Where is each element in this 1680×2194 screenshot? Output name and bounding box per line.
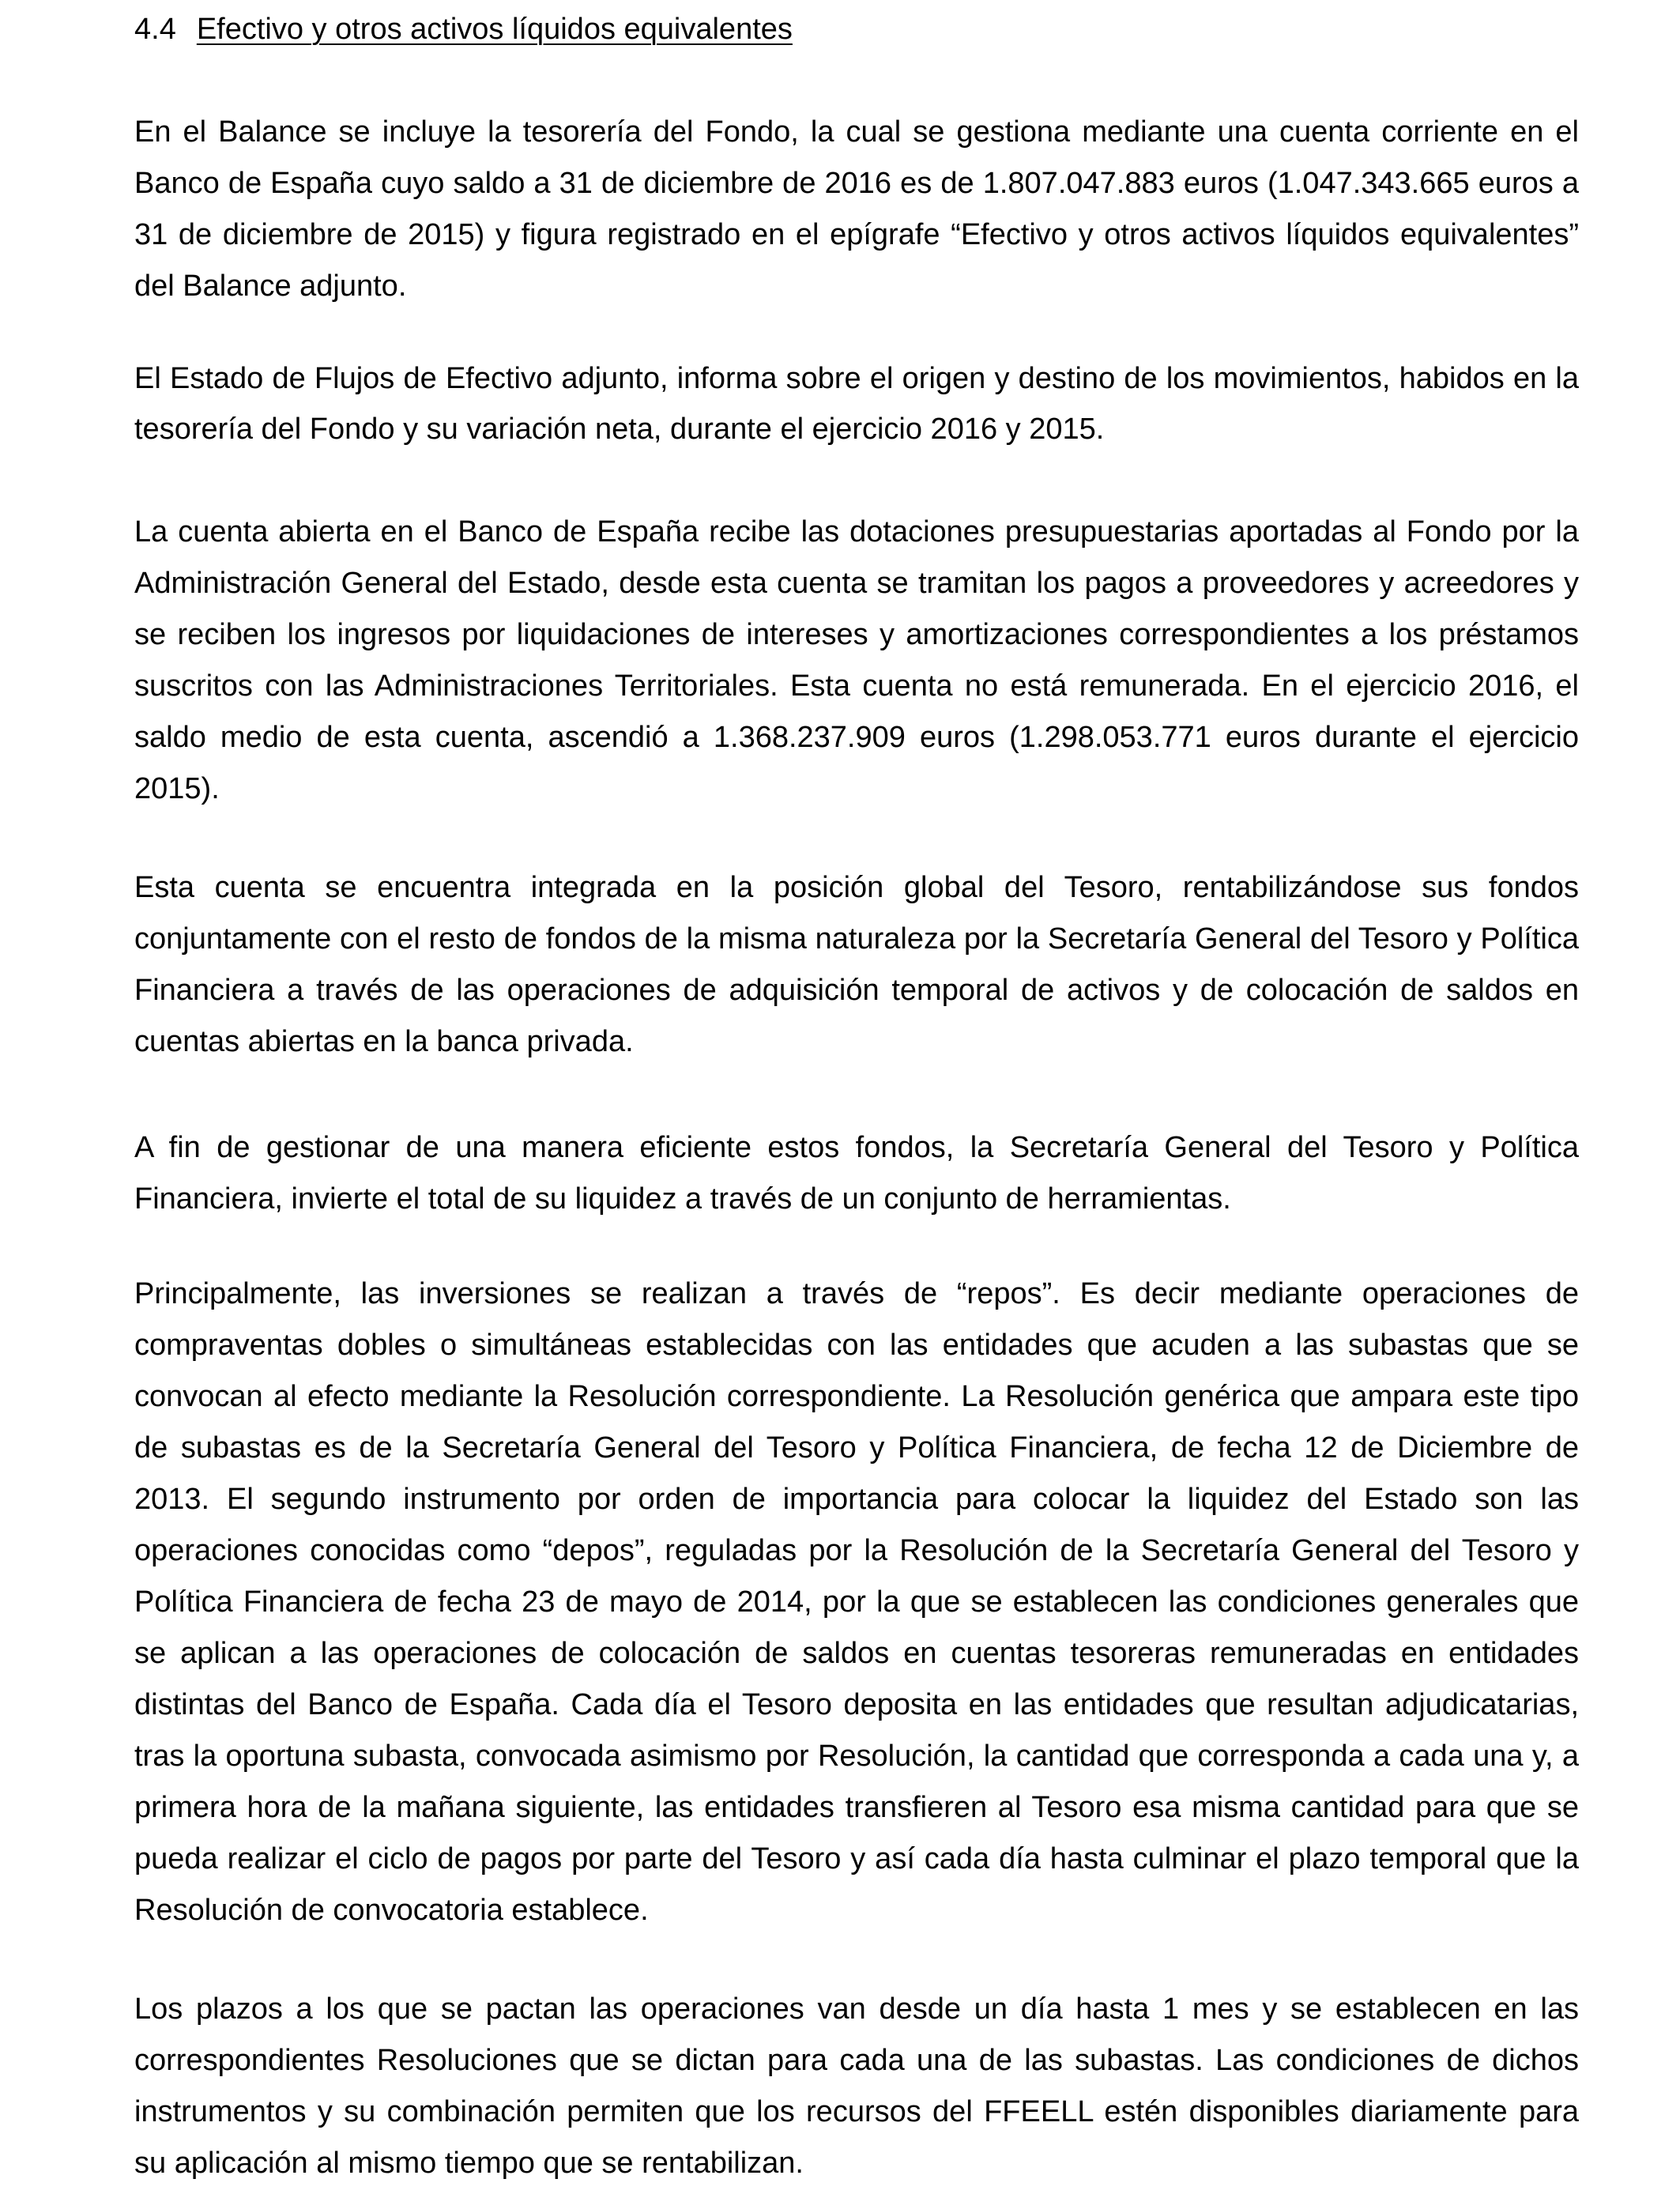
paragraph-balance-cash: En el Balance se incluye la tesorería del Fondo, la cual se gestiona mediante una cuenta corriente en el Banco de España cuyo saldo a 31 de diciembre de 2016 es de 1.807.047.883 euros (1.047.343.665 euros a 31 de diciembre de 2015) y figura registrado en el epígrafe “Efectivo y otros activos líquidos equivalentes” del Balance adjunto. xyxy=(134,115,1579,303)
paragraph-cash-flow-statement: El Estado de Flujos de Efectivo adjunto, informa sobre el origen y destino de los movimientos, habidos en la tesorería del Fondo y su variación neta, durante el ejercicio 2016 y 2015. xyxy=(134,362,1579,446)
paragraph-repos-depos: Principalmente, las inversiones se realizan a través de “repos”. Es decir mediante operaciones de compraventas dobles o simultáneas establecidas con las entidades que acuden a las subastas que se convocan al efecto mediante la Resolución correspondiente. La Resolución genérica que ampara este tipo de subastas es de la Secretaría General del Tesoro y Política Financiera, de fecha 12 de Diciembre de 2013. El segundo instrumento por orden de importancia para colocar la liquidez del Estado son las operaciones conocidas como “depos”, reguladas por la Resolución de la Secretaría General del Tesoro y Política Financiera de fecha 23 de mayo de 2014, por la que se establecen las condiciones generales que se aplican a las operaciones de colocación de saldos en cuentas tesoreras remuneradas en entidades distintas del Banco de España. Cada día el Tesoro deposita en las entidades que resultan adjudicatarias, tras la oportuna subasta, convocada asimismo por Resolución, la cantidad que corresponda a cada una y, a primera hora de la mañana siguiente, las entidades transfieren al Tesoro esa misma cantidad para que se pueda realizar el ciclo de pagos por parte del Tesoro y así cada día hasta culminar el plazo temporal que la Resolución de convocatoria establece. xyxy=(134,1277,1579,1927)
paragraph-terms: Los plazos a los que se pactan las operaciones van desde un día hasta 1 mes y se establecen en las correspondientes Resoluciones que se dictan para cada una de las subastas. Las condiciones de dichos instrumentos y su combinación permiten que los recursos del FFEELL estén disponibles diariamente para su aplicación al mismo tiempo que se rentabilizan. xyxy=(134,1992,1579,2180)
section-heading xyxy=(134,8,793,51)
section-title: Efectivo y otros activos líquidos equivalentes xyxy=(196,13,793,46)
paragraph-treasury-position: Esta cuenta se encuentra integrada en la posición global del Tesoro, rentabilizándose sus fondos conjuntamente con el resto de fondos de la misma naturaleza por la Secretaría General del Tesoro y Política Financiera a través de las operaciones de adquisición temporal de activos y de colocación de saldos en cuentas abiertas en la banca privada. xyxy=(134,871,1579,1058)
paragraph-liquidity-tools: A fin de gestionar de una manera eficiente estos fondos, la Secretaría General del Tesoro y Política Financiera, invierte el total de su liquidez a través de un conjunto de herramientas. xyxy=(134,1131,1579,1216)
paragraph-bank-account: La cuenta abierta en el Banco de España recibe las dotaciones presupuestarias aportadas al Fondo por la Administración General del Estado, desde esta cuenta se tramitan los pagos a proveedores y acreedores y se reciben los ingresos por liquidaciones de intereses y amortizaciones correspondientes a los préstamos suscritos con las Administraciones Territoriales. Esta cuenta no está remunerada. En el ejercicio 2016, el saldo medio de esta cuenta, ascendió a 1.368.237.909 euros (1.298.053.771 euros durante el ejercicio 2015). xyxy=(134,515,1579,805)
section-number: 4.4 xyxy=(134,13,176,46)
